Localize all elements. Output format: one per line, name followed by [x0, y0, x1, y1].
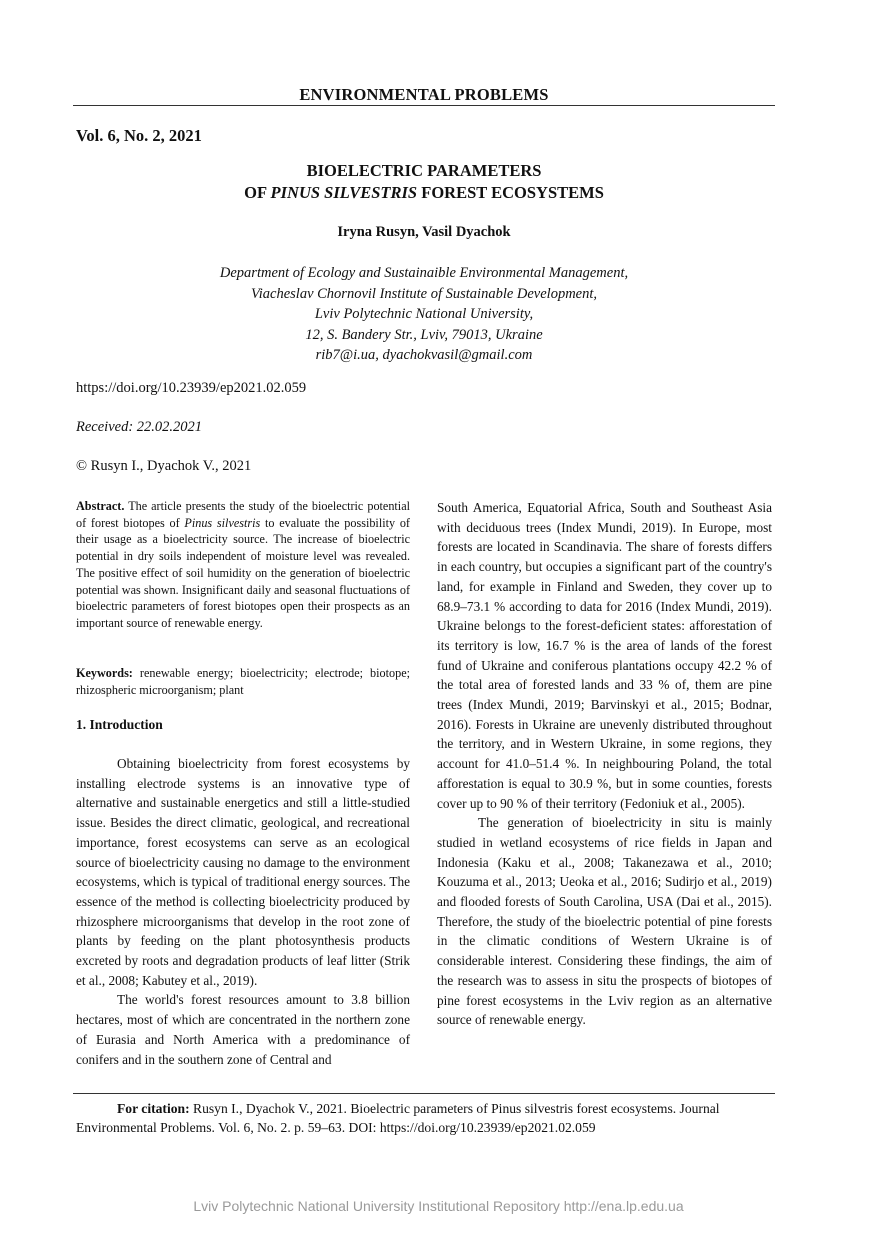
- header-rule: [73, 105, 775, 106]
- paragraph: The world's forest resources amount to 3.8 billion hectares, most of which are concentrated in the northern zone of Eurasia and North America with a predominance of conifers and in the southern zone of Central and: [76, 992, 410, 1067]
- species-name: PINUS SILVESTRIS: [270, 183, 418, 202]
- citation: For citation: Rusyn I., Dyachok V., 2021. Bioelectric parameters of Pinus silvestris forest ecosystems. Journal Environmental Problems. Vol. 6, No. 2. p. 59–63. DOI: https://doi.org/10.23939/ep2021.02.059: [76, 1101, 720, 1135]
- paragraph: Obtaining bioelectricity from forest ecosystems by installing electrode systems is an innovative type of alternative and sustainable energetics and still a little-studied issue. Besides the direct climatic, geological, and recreational importance, forest ecosystems can serve as an ecological source of bioelectricity causing no damage to the environment ecosystems, which is typical of traditional energy sources. The essence of the method is collecting bioelectricity produced by rhizosphere microorganisms that develop in the root zone of plants by feeding on the plant photosynthesis products excreted by roots and degradation products of leaf litter (Strik et al., 2008; Kabutey et al., 2019).: [76, 756, 410, 988]
- repository-footer: Lviv Polytechnic National University Institutional Repository http://ena.lp.edu.ua: [193, 1198, 684, 1214]
- article-title: [73, 160, 775, 204]
- author-emails[interactable]: rib7@i.ua, dyachokvasil@gmail.com: [315, 347, 533, 363]
- journal-name: ENVIRONMENTAL PROBLEMS: [299, 85, 549, 104]
- citation-label: For citation:: [117, 1101, 190, 1116]
- paragraph: The generation of bioelectricity in situ is mainly studied in wetland ecosystems of rice fields in Japan and Indonesia (Kaku et al., 2008; Takanezawa et al., 2010; Kouzuma et al., 2013; Ueoka et al., 2016; Sudirjo et al., 2019) and flooded forests of South Carolina, USA (Dai et al., 2015). Therefore, the study of the bioelectric potential of pine forests in the climatic conditions of Western Ukraine is of considerable interest. Considering these findings, the aim of the research was to assess in situ the prospects of biotopes of pine forest ecosystems in the Lviv region as an alternative source of renewable energy.: [437, 815, 772, 1028]
- title-line-1: BIOELECTRIC PARAMETERS: [306, 161, 542, 180]
- title-line-2: OF PINUS SILVESTRIS FOREST ECOSYSTEMS: [244, 183, 604, 202]
- body-column-left: [76, 754, 410, 1069]
- copyright: © Rusyn I., Dyachok V., 2021: [76, 458, 252, 474]
- keywords-label: Keywords:: [76, 666, 133, 680]
- abstract: Abstract. The article presents the study of the bioelectric potential of forest biotopes of Pinus silvestris to evaluate the possibility of their usage as a bioelectricity source. The increase of bioelectric potential in dry soils independent of moisture level was revealed. The positive effect of soil humidity on the generation of bioelectric potential was shown. Insignificant daily and seasonal fluctuations of bioelectric parameters of forest biotopes open their prospects as an important source of renewable energy.: [76, 499, 410, 630]
- section-heading: 1. Introduction: [76, 717, 163, 732]
- keywords: Keywords: renewable energy; bioelectricity; electrode; biotope; rhizospheric microorganism; plant: [76, 666, 410, 697]
- received-date: Received: 22.02.2021: [76, 419, 203, 435]
- citation-rule: [73, 1093, 775, 1094]
- paragraph: South America, Equatorial Africa, South and Southeast Asia with deciduous trees (Index Mundi, 2019). In Europe, most forests are located in Scandinavia. The share of forests differs in each country, but occupies a significant part of the country's land, for example in Finland and Sweden, they cover up to 68.9–73.1 % according to data for 2016 (Index Mundi, 2019). Ukraine belongs to the forest-deficient states: afforestation of its territory is low, 16.7 % is the area of lands of the forest fund of Ukraine and coniferous plantations occupy 42.2 % of the total area of forested lands and 33 % of, them are pine trees (Index Mundi, 2019; Barvinskyi et al., 2015; Bodnar, 2016). Forests in Ukraine are unevenly distributed throughout the territory, and in Western Ukraine, in some regions, they account for 41.0–51.4 %. In neighbouring Poland, the total afforestation is equal to 30.9 %, but in some counties, forests cover up to 90 % of their territory (Fedoniuk et al., 2005).: [437, 500, 772, 811]
- body-column-right: [437, 498, 772, 1030]
- affiliation: Department of Ecology and Sustainaible Environmental Management, Viacheslav Chornovil Institute of Sustainable Development, Lviv Polytechnic National University, 12, S. Bandery Str., Lviv, 79013, Ukraine rib7@i.ua, dyachokvasil@gmail.com: [73, 263, 775, 366]
- abstract-label: Abstract.: [76, 499, 125, 513]
- authors: Iryna Rusyn, Vasil Dyachok: [337, 224, 511, 240]
- doi-link[interactable]: https://doi.org/10.23939/ep2021.02.059: [76, 380, 307, 396]
- volume-info: Vol. 6, No. 2, 2021: [76, 126, 202, 145]
